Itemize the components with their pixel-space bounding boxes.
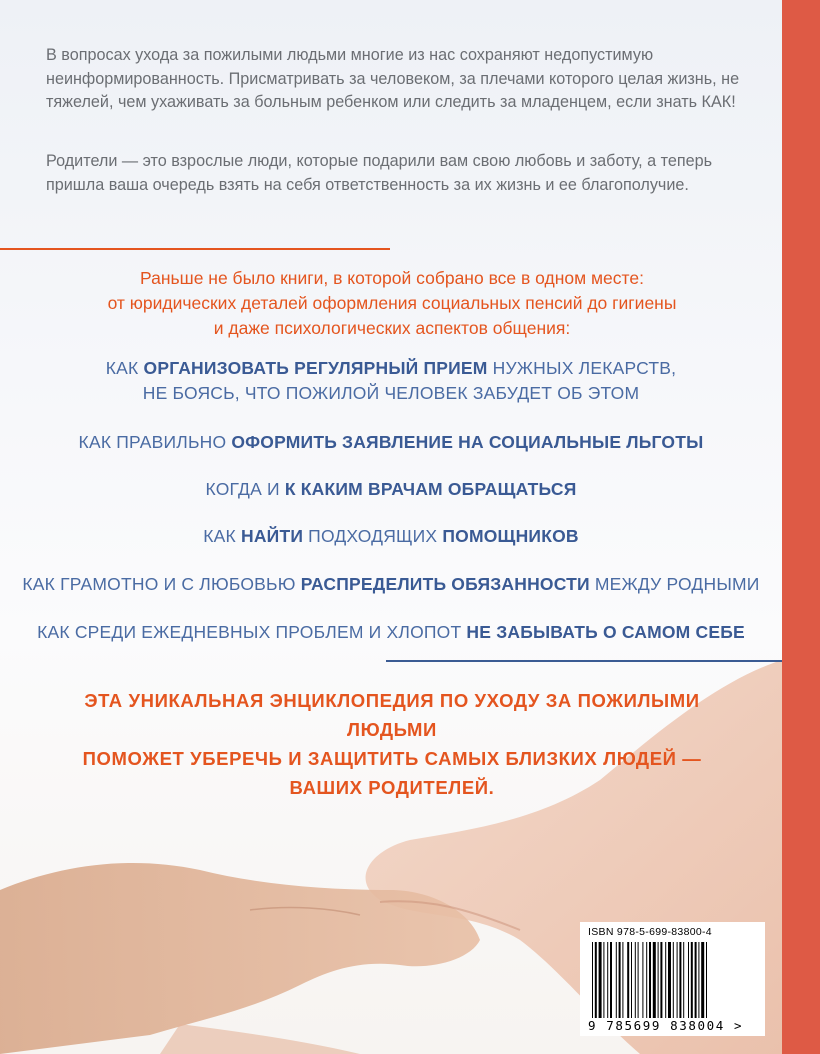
point-text: КАК ПРАВИЛЬНО — [78, 432, 232, 452]
lead-line-2: от юридических деталей оформления социальных пенсий до гигиены — [107, 293, 677, 313]
intro-paragraph-2: Родители — это взрослые люди, которые подарили вам свою любовь и заботу, а теперь пришла ваша очередь взять на себя ответственность за их жизнь и ее благополучие. — [46, 152, 713, 194]
barcode-bar — [642, 942, 643, 1018]
point-doctors — [10, 477, 772, 502]
barcode-bar — [701, 942, 704, 1018]
barcode-bar — [635, 942, 636, 1018]
point-self-care — [10, 620, 772, 645]
barcode-bar — [619, 942, 621, 1018]
point-text: МЕЖДУ РОДНЫМИ — [589, 574, 760, 594]
point-text: КАК — [203, 526, 241, 546]
barcode-bar — [653, 942, 656, 1018]
point-text: НУЖНЫХ ЛЕКАРСТВ, — [487, 358, 677, 378]
barcode-bar — [622, 942, 623, 1018]
point-text: КОГДА И — [205, 479, 285, 499]
barcode-bar — [631, 942, 632, 1018]
barcode-box — [580, 922, 765, 1036]
point-text: КАК ГРАМОТНО И С ЛЮБОВЬЮ — [22, 574, 301, 594]
barcode-bar — [677, 942, 678, 1018]
barcode-bar — [607, 942, 608, 1018]
isbn-label: ISBN 978-5-699-83800-4 — [588, 926, 712, 938]
barcode-bar — [658, 942, 659, 1018]
point-benefits — [10, 430, 772, 455]
barcode-bar — [610, 942, 612, 1018]
lead-line-3: и даже психологических аспектов общения: — [213, 318, 571, 338]
point-emphasis: НЕ ЗАБЫВАТЬ О САМОМ СЕБЕ — [466, 622, 745, 642]
point-emphasis: ОРГАНИЗОВАТЬ РЕГУЛЯРНЫЙ ПРИЕМ — [143, 358, 488, 378]
barcode-bar — [638, 942, 639, 1018]
barcode-bar — [627, 942, 629, 1018]
point-text: ПОДХОДЯЩИХ — [303, 526, 443, 546]
intro-paragraph-1: В вопросах ухода за пожилыми людьми многие из нас сохраняют недопустимую неинформированность. Присматривать за человеком, за плечами которого целая жизнь, не тяжелей, чем ухаживать за больным ребенком или следить за младенцем, если знать КАК! — [46, 46, 740, 111]
closing-line-1: ЭТА УНИКАЛЬНАЯ ЭНЦИКЛОПЕДИЯ ПО УХОДУ ЗА ПОЖИЛЫМИ ЛЮДЬМИ — [84, 690, 700, 740]
point-medication — [10, 356, 772, 406]
point-emphasis: К КАКИМ ВРАЧАМ ОБРАЩАТЬСЯ — [284, 479, 577, 499]
divider-blue — [386, 660, 782, 662]
barcode-bar — [616, 942, 617, 1018]
barcode-bar — [592, 942, 593, 1018]
barcode-bar — [665, 942, 666, 1018]
closing-text — [40, 686, 744, 802]
point-emphasis: ОФОРМИТЬ ЗАЯВЛЕНИЕ НА СОЦИАЛЬНЫЕ ЛЬГОТЫ — [231, 432, 704, 452]
barcode-bar — [603, 942, 604, 1018]
barcode-bar — [691, 942, 693, 1018]
barcode-bar — [599, 942, 602, 1018]
barcode-bar — [688, 942, 689, 1018]
barcode-bar — [695, 942, 697, 1018]
point-emphasis: РАСПРЕДЕЛИТЬ ОБЯЗАННОСТИ — [300, 574, 590, 594]
closing-line-2: ПОМОЖЕТ УБЕРЕЧЬ И ЗАЩИТИТЬ САМЫХ БЛИЗКИХ ЛЮДЕЙ — — [82, 748, 702, 769]
barcode-bar — [668, 942, 671, 1018]
point-emphasis: НАЙТИ — [240, 526, 304, 546]
barcode-digits: 9 785699 838004 > — [588, 1018, 744, 1033]
point-helpers — [10, 524, 772, 549]
barcode-bar — [706, 942, 707, 1018]
point-text: НЕ БОЯСЬ, ЧТО ПОЖИЛОЙ ЧЕЛОВЕК ЗАБУДЕТ ОБ ЭТОМ — [142, 383, 640, 403]
barcode-bar — [683, 942, 684, 1018]
point-text: КАК — [105, 358, 144, 378]
barcode-bar — [649, 942, 651, 1018]
barcode-bar — [646, 942, 647, 1018]
barcode-bar — [673, 942, 674, 1018]
spine-stripe — [782, 0, 820, 1054]
point-emphasis: ПОМОЩНИКОВ — [442, 526, 579, 546]
lead-line-1: Раньше не было книги, в которой собрано все в одном месте: — [140, 268, 644, 288]
divider-orange — [0, 248, 390, 250]
lead-text — [40, 266, 744, 341]
barcode-bar — [679, 942, 681, 1018]
point-text: КАК СРЕДИ ЕЖЕДНЕВНЫХ ПРОБЛЕМ И ХЛОПОТ — [37, 622, 467, 642]
point-duties — [10, 572, 772, 597]
barcode-icon — [590, 942, 756, 1018]
barcode-bar — [660, 942, 662, 1018]
barcode-bar — [595, 942, 597, 1018]
barcode-bar — [698, 942, 699, 1018]
closing-line-3: ВАШИХ РОДИТЕЛЕЙ. — [289, 777, 495, 798]
